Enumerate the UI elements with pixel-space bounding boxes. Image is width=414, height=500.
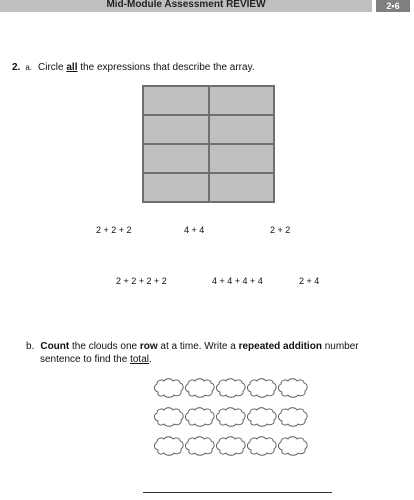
prompt-b-word-count: Count — [40, 341, 70, 352]
prompt-b-word-row: row — [139, 341, 158, 352]
expression-option[interactable]: 2 + 2 + 2 — [96, 225, 132, 235]
cloud-icon — [278, 379, 307, 398]
expression-option[interactable]: 4 + 4 + 4 + 4 — [212, 276, 263, 286]
cloud-icon — [154, 408, 183, 427]
cloud-array — [152, 378, 317, 468]
prompt-b-word-total: total — [130, 354, 149, 365]
question-b-prompt-line2 — [40, 354, 152, 365]
prompt-a-emphasis: all — [66, 62, 78, 73]
cloud-icon — [216, 379, 245, 398]
cloud-icon — [185, 408, 214, 427]
array-cell — [143, 86, 209, 115]
prompt-b-text: number — [321, 341, 359, 352]
question-number: 2. — [12, 62, 21, 73]
array-cell — [143, 115, 209, 144]
cloud-icon — [278, 437, 307, 456]
expression-option[interactable]: 2 + 4 — [299, 276, 320, 286]
expression-option[interactable]: 2 + 2 — [270, 225, 291, 235]
cloud-icon — [154, 437, 183, 456]
cloud-icon — [185, 437, 214, 456]
array-cell — [209, 86, 275, 115]
question-a-prompt — [12, 62, 255, 73]
cloud-icon — [216, 408, 245, 427]
array-cell — [209, 144, 275, 173]
cloud-icon — [185, 379, 214, 398]
array-grid — [142, 85, 275, 203]
prompt-b-word-repeated-addition: repeated addition — [238, 341, 322, 352]
array-cell — [209, 173, 275, 202]
cloud-icon — [247, 437, 276, 456]
question-b-prompt-line1 — [26, 341, 359, 352]
expression-option[interactable]: 2 + 2 + 2 + 2 — [116, 276, 167, 286]
answer-line[interactable] — [143, 492, 332, 493]
module-badge: 2•6 — [376, 0, 410, 12]
question-a-letter: a. — [25, 63, 33, 72]
array-cell — [143, 173, 209, 202]
prompt-a-text-1: Circle — [38, 62, 67, 73]
question-b-letter: b. — [26, 341, 35, 352]
cloud-icon — [154, 379, 183, 398]
prompt-b-text: the clouds one — [69, 341, 140, 352]
prompt-b-text: . — [148, 354, 152, 365]
expression-option[interactable]: 4 + 4 — [184, 225, 205, 235]
cloud-icon — [216, 437, 245, 456]
prompt-b-text: at a time. Write a — [157, 341, 239, 352]
prompt-a-text-2: the expressions that describe the array. — [77, 62, 255, 73]
prompt-b-text: sentence to find the — [40, 354, 131, 365]
page-header-title: Mid-Module Assessment REVIEW — [106, 0, 266, 10]
page-header-bar — [0, 0, 372, 12]
array-cell — [143, 144, 209, 173]
cloud-icon — [247, 379, 276, 398]
cloud-icon — [247, 408, 276, 427]
cloud-icon — [278, 408, 307, 427]
array-cell — [209, 115, 275, 144]
